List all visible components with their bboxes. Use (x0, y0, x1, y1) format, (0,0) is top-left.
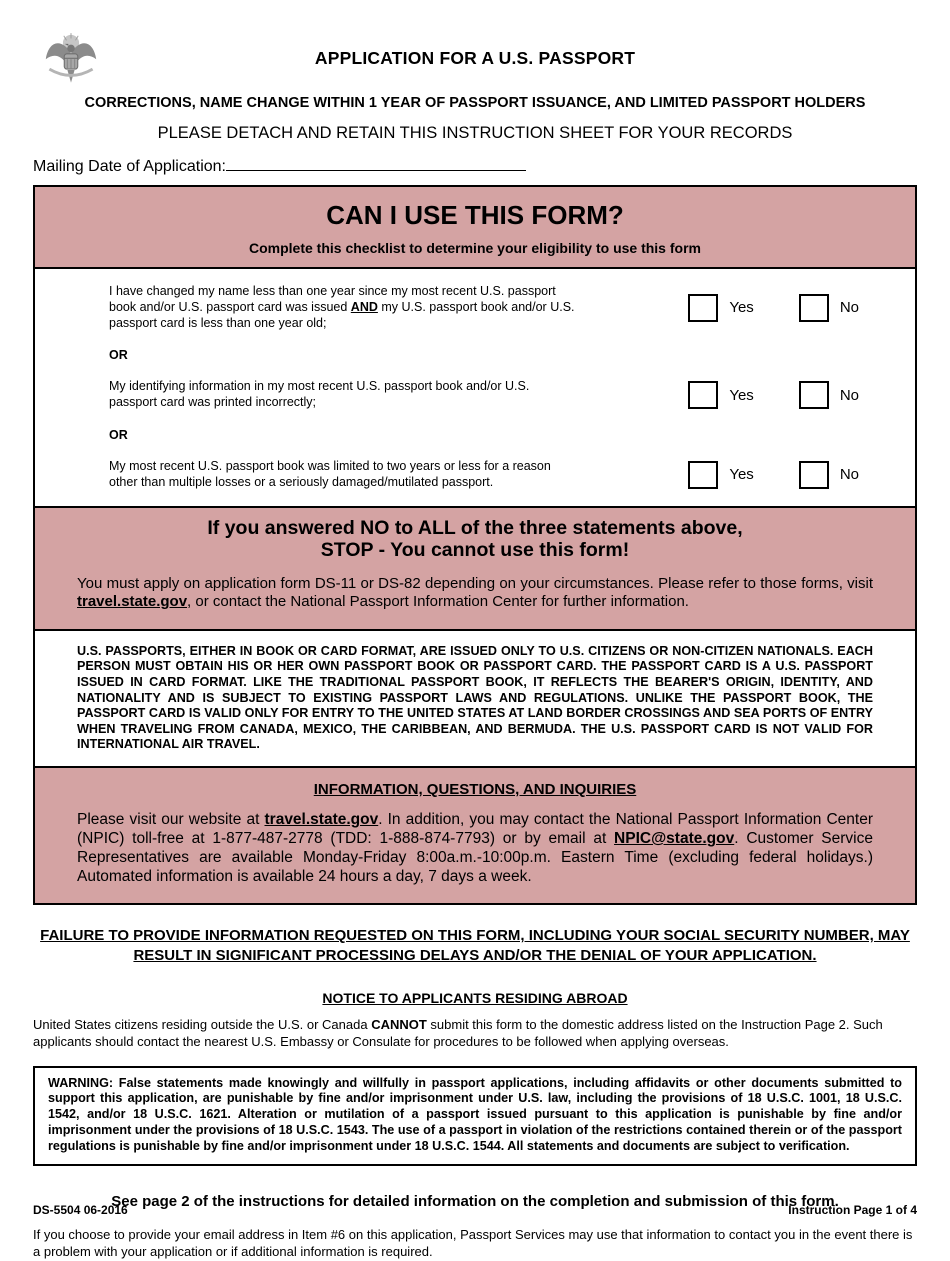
stop-section (35, 506, 915, 631)
item-1-yes-group (688, 294, 753, 322)
checklist-item-2-text: My identifying information in my most recent U.S. passport book and/or U.S. passport card was printed incorrectly; (109, 379, 530, 409)
detach-instruction: PLEASE DETACH AND RETAIN THIS INSTRUCTION SHEET FOR YOUR RECORDS (157, 124, 793, 142)
us-seal-icon (44, 30, 98, 92)
abroad-notice-text: United States citizens residing outside the U.S. or Canada CANNOT submit this form to the domestic address listed on the Instruction Page 2. Such applicants should contact the nearest U.S. Embassy or Consulate for procedures to be followed when applying overseas. (33, 1017, 883, 1049)
form-number: DS-5504 06-2016 (33, 1203, 128, 1217)
item-1-no-group (799, 294, 859, 322)
abroad-notice-title: NOTICE TO APPLICANTS RESIDING ABROAD (322, 990, 628, 1007)
yes-label: Yes (729, 386, 754, 404)
yes-label: Yes (729, 299, 754, 317)
checklist-item-3-answers (688, 461, 859, 489)
no-label: No (839, 466, 859, 483)
eligibility-subtitle: Complete this checklist to determine your eligibility to use this form (249, 240, 701, 256)
stop-title: If you answered NO to ALL of the three statements above, STOP - You cannot use this form! (207, 517, 743, 562)
page-title: APPLICATION FOR A U.S. PASSPORT (314, 48, 636, 68)
and-emphasis: AND (350, 299, 378, 314)
checklist-item-2-answers (688, 381, 859, 409)
checklist-item-2 (109, 379, 859, 411)
item-2-no-group (799, 381, 859, 409)
failure-notice: FAILURE TO PROVIDE INFORMATION REQUESTED ON THIS FORM, INCLUDING YOUR SOCIAL SECURITY NUMBER, MAY RESULT IN SIGNIFICANT PROCESSING DELAYS AND/OR THE DENIAL OF YOUR APPLICATION. (40, 927, 910, 964)
page-indicator: Instruction Page 1 of 4 (788, 1203, 917, 1217)
email-note: If you choose to provide your email address in Item #6 on this application, Passport Services may use that information to contact you in the event there is a problem with your application or if additional information is required. (33, 1226, 913, 1259)
or-separator-1: OR (109, 348, 128, 363)
checklist-item-3-text: My most recent U.S. passport book was limited to two years or less for a reason other than multiple losses or a seriously damaged/mutilated passport. (109, 458, 551, 489)
passport-format-text: U.S. PASSPORTS, EITHER IN BOOK OR CARD FORMAT, ARE ISSUED ONLY TO U.S. CITIZENS OR NON-CITIZEN NATIONALS. EACH PERSON MUST OBTAIN HIS OR HER OWN PASSPORT BOOK OR PASSPORT CARD. THE PASSPORT CARD IS A U.S. PASSPORT ISSUED IN CARD FORMAT. LIKE THE TRADITIONAL PASSPORT BOOK, IT REFLECTS THE BEARER'S ORIGIN, IDENTITY, AND NATIONALITY AND IS SUBJECT TO EXISTING PASSPORT LAWS AND REGULATIONS. UNLIKE THE PASSPORT BOOK, THE PASSPORT CARD IS VALID ONLY FOR ENTRY TO THE UNITED STATES AT LAND BORDER CROSSINGS AND SEA PORTS OF ENTRY WHEN TRAVELING FROM CANADA, MEXICO, THE CARIBBEAN, AND BERMUDA. THE U.S. PASSPORT CARD IS NOT VALID FOR INTERNATIONAL AIR TRAVEL. (77, 643, 873, 752)
item-2-no-checkbox[interactable] (799, 381, 829, 409)
page-subtitle: CORRECTIONS, NAME CHANGE WITHIN 1 YEAR OF PASSPORT ISSUANCE, AND LIMITED PASSPORT HOLDERS (84, 95, 866, 111)
mailing-date-label: Mailing Date of Application: (33, 158, 226, 175)
warning-box: WARNING: False statements made knowingly and willfully in passport applications, including affidavits or other documents submitted to support this application, are punishable by fine and/or imprisonment under U.S. law, including the provisions of 18 U.S.C. 1001, 18 U.S.C. 1542, and/or 18 U.S.C. 1621. Alteration or mutilation of a passport issued pursuant to this application is punishable by fine and/or imprisonment under the provisions of 18 U.S.C. 1543. The use of a passport in violation of the restrictions contained therein or of the passport regulations is punishable by fine and/or imprisonment under 18 U.S.C. 1544. All statements and documents are subject to verification. (33, 1066, 917, 1166)
page-footer (33, 1203, 917, 1217)
item-1-yes-checkbox[interactable] (688, 294, 718, 322)
passport-format-info (35, 631, 915, 766)
no-label: No (839, 386, 859, 404)
item-2-yes-group (688, 381, 753, 409)
item-3-no-checkbox[interactable] (799, 461, 829, 489)
eligibility-title: CAN I USE THIS FORM? (326, 200, 624, 230)
mailing-date-field[interactable] (226, 156, 526, 171)
or-separator-2: OR (109, 427, 128, 442)
travel-state-gov-link: travel.state.gov (264, 811, 379, 829)
item-1-no-checkbox[interactable] (799, 294, 829, 322)
item-3-yes-checkbox[interactable] (688, 461, 718, 489)
checklist-item-3 (109, 459, 859, 491)
item-2-yes-checkbox[interactable] (688, 381, 718, 409)
stop-text: You must apply on application form DS-11 or DS-82 depending on your circumstances. Please refer to those forms, visit travel.state.gov, or contact the National Passport Information Center for further information. (77, 574, 873, 611)
inquiries-text: Please visit our website at travel.state.gov. In addition, you may contact the National Passport Information Center (NPIC) toll-free at 1-877-487-2778 (TDD: 1-888-874-7793) or by email at NPIC@state.gov. Customer Service Representatives are available Monday-Friday 8:00a.m.-10:00p.m. Eastern Time (excluding federal holidays.) Automated information is available 24 hours a day, 7 days a week. (77, 811, 873, 886)
eligibility-checklist (35, 269, 915, 506)
travel-state-gov-link: travel.state.gov (77, 593, 188, 611)
see-page2-note: See page 2 of the instructions for detailed information on the completion and submission of this form. (111, 1192, 839, 1210)
cannot-emphasis: CANNOT (371, 1017, 427, 1033)
inquiries-title: INFORMATION, QUESTIONS, AND INQUIRIES (313, 781, 637, 799)
checklist-item-1-answers (688, 294, 859, 322)
eligibility-box (33, 185, 917, 905)
npic-email-link: NPIC@state.gov (614, 830, 735, 848)
eligibility-header (35, 187, 915, 269)
yes-label: Yes (729, 466, 754, 483)
mailing-date-row (33, 156, 917, 176)
no-label: No (839, 299, 859, 317)
checklist-item-1 (109, 284, 859, 331)
checklist-item-1-text: I have changed my name less than one year since my most recent U.S. passport book and/or U.S. passport card was issued AND my U.S. passport book and/or U.S. passport card is less than one year old; (109, 284, 575, 330)
inquiries-section (35, 766, 915, 903)
item-3-no-group (799, 461, 859, 489)
item-3-yes-group (688, 461, 753, 489)
